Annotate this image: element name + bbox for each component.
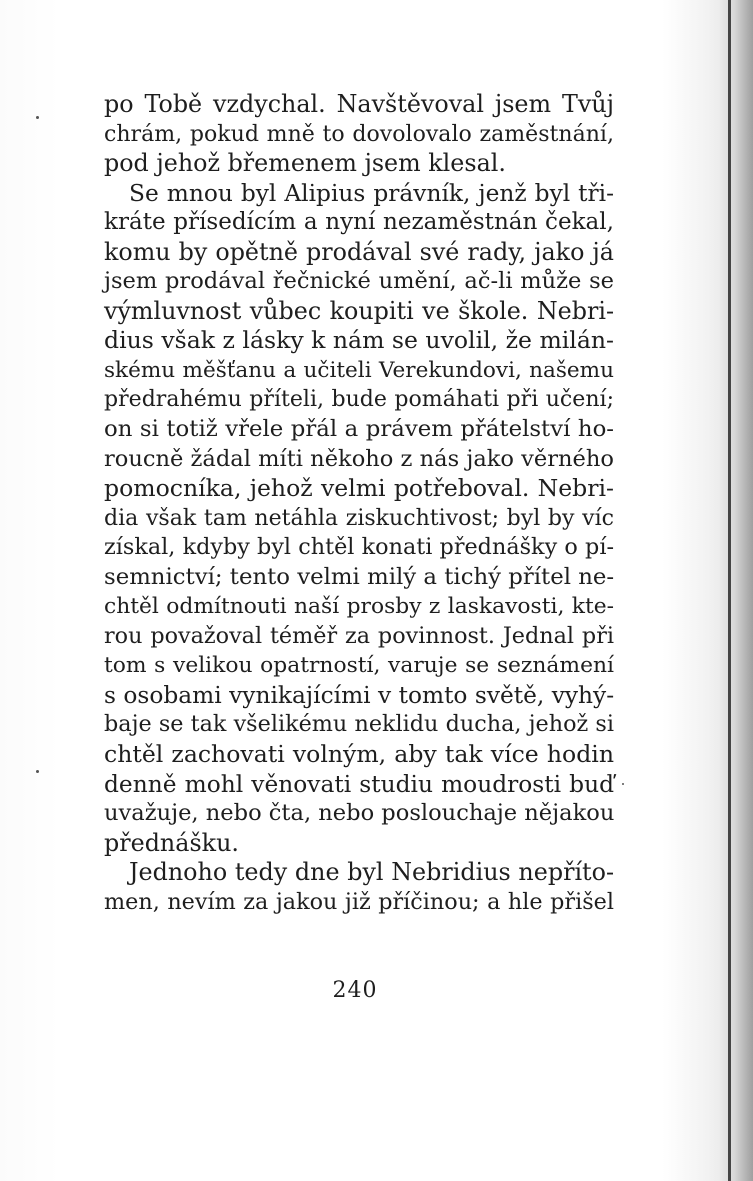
body-text <box>104 90 614 917</box>
text-line: uvažuje, nebo čta, nebo poslouchaje nějakou <box>104 800 615 827</box>
page-number: 240 <box>332 978 378 1003</box>
text-line: men, nevím za jakou již příčinou; a hle přišel <box>104 888 614 915</box>
text-line: tom s velikou opatrností, varuje se seznámení <box>104 653 614 679</box>
text-line: kráte přísedícím a nyní nezaměstnán čekal, <box>104 209 614 236</box>
text-line: získal, kdyby byl chtěl konati přednášky o pí- <box>104 534 614 561</box>
text-line: dius však z lásky k nám se uvolil, že milán- <box>104 326 614 355</box>
text-line: semnictví; tento velmi milý a tichý přítel ne- <box>104 563 615 590</box>
text-line: předrahému příteli, bude pomáhati při učení; <box>104 387 614 413</box>
text-line: chtěl odmítnouti naší prosby z laskavosti, kte- <box>104 594 614 620</box>
text-line: denně mohl věnovati studiu moudrosti buď <box>104 770 614 798</box>
paper-speck <box>622 783 624 785</box>
text-line: skému měšťanu a učiteli Verekundovi, našemu <box>104 357 614 383</box>
text-line: chrám, pokud mně to dovolovalo zaměstnání, <box>104 121 614 147</box>
text-line: výmluvnost vůbec koupiti ve škole. Nebri- <box>104 296 614 325</box>
text-line: po Tobě vzdychal. Navštěvoval jsem Tvůj <box>104 90 614 118</box>
page-binding-edge <box>728 0 731 1181</box>
page-gutter-shadow <box>719 0 753 1181</box>
text-line: pod jehož břemenem jsem klesal. <box>104 149 506 178</box>
text-line: on si totiž vřele přál a právem přátelství ho- <box>104 416 614 443</box>
paper-speck <box>36 116 39 119</box>
paper-speck <box>36 770 39 773</box>
text-line: roucně žádal míti někoho z nás jako věrného <box>104 445 614 472</box>
text-line: baje se tak všelikému neklidu ducha, jehož si <box>104 711 614 738</box>
text-line: komu by opětně prodával své rady, jako já <box>104 237 614 266</box>
text-line: Se mnou byl Alipius právník, jenž byl tři- <box>129 179 614 207</box>
text-line: dia však tam netáhla ziskuchtivost; byl by víc <box>104 505 614 531</box>
text-line: pomocníka, jehož velmi potřeboval. Nebri- <box>104 474 614 503</box>
text-line: rou považoval téměř za povinnost. Jednal při <box>104 622 614 649</box>
text-line: přednášku. <box>104 828 239 857</box>
text-line: jsem prodával řečnické umění, ač-li může se <box>104 268 614 295</box>
text-line: Jednoho tedy dne byl Nebridius nepříto- <box>129 858 614 887</box>
text-line: s osobami vynikajícími v tomto světě, vyhý- <box>104 681 615 709</box>
text-line: chtěl zachovati volným, aby tak více hodin <box>104 740 614 769</box>
